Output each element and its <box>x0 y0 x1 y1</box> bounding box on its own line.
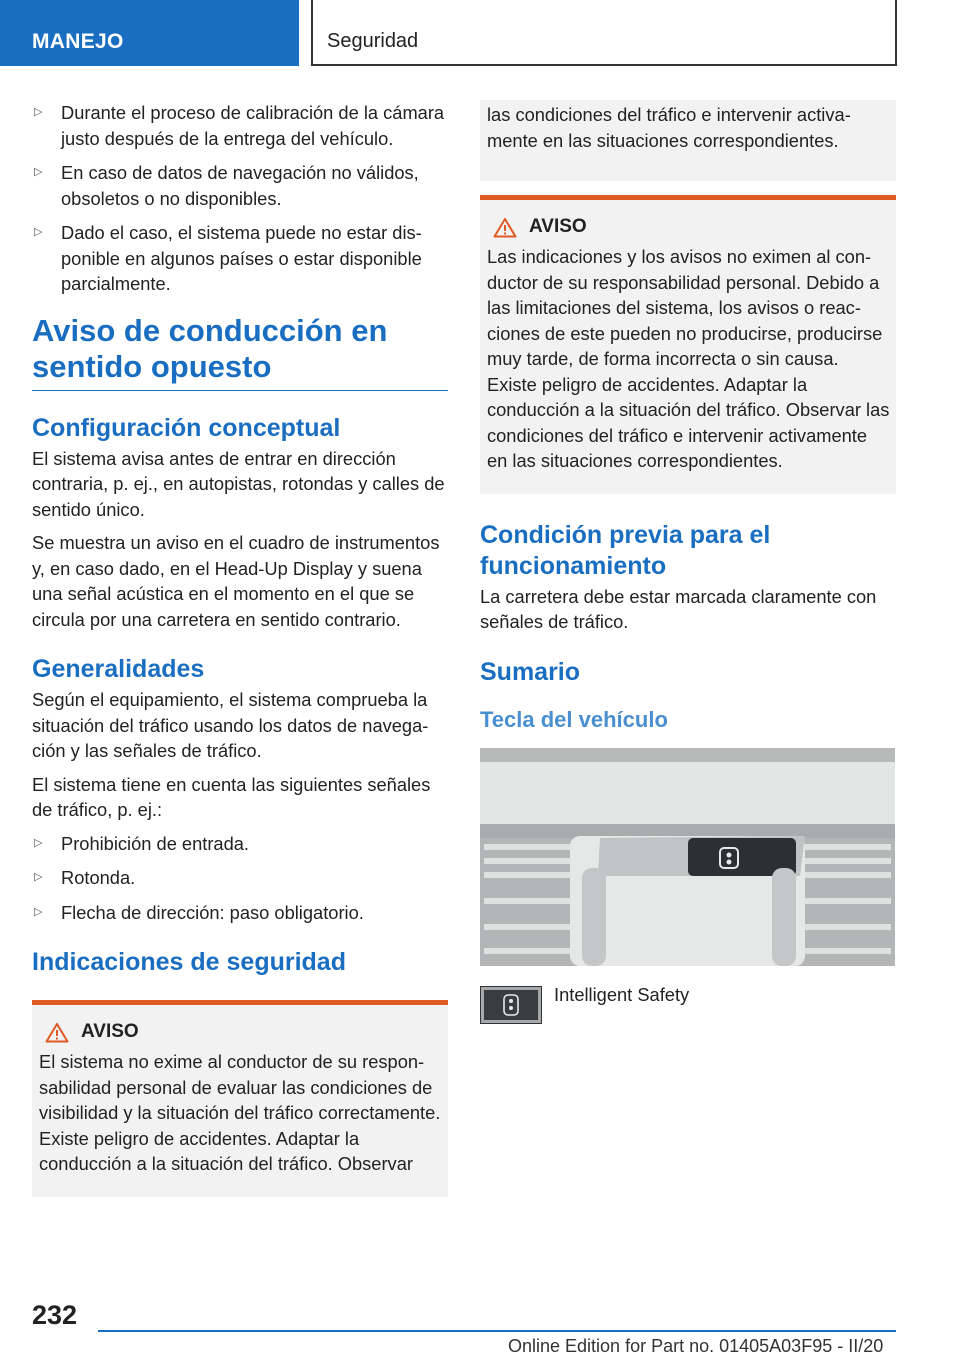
warning-box <box>480 195 896 494</box>
dashboard-photo <box>480 748 895 966</box>
section-tab <box>0 0 299 66</box>
heading-concept: Configuración conceptual <box>32 413 341 442</box>
triangle-bullet-icon: ▷ <box>34 166 43 178</box>
page-number: 232 <box>32 1300 78 1330</box>
footer-edition: Online Edition for Part no. 01405A03F95 - II/20 <box>508 1336 884 1356</box>
warning-title: AVISO <box>487 216 890 238</box>
key-row <box>480 983 896 1024</box>
section-label: MANEJO <box>32 30 124 53</box>
list-item: ▷ Dado el caso, el sistema puede no estar disponible en algunos países o estar disponible parcialmente. <box>34 222 422 294</box>
heading-summary: Sumario <box>480 657 581 686</box>
footer-divider <box>98 1330 896 1332</box>
list-item: ▷ Flecha de dirección: paso obligatorio. <box>32 900 448 926</box>
warning-text: las condiciones del tráfico e intervenir activamente en las situaciones correspondientes. <box>487 104 851 151</box>
triangle-bullet-icon: ▷ <box>34 871 43 883</box>
triangle-bullet-icon: ▷ <box>34 836 43 849</box>
paragraph: Según el equipamiento, el sistema comprueba la situación del tráfico usando los datos de navegación y las señales de tráfico. <box>32 689 429 761</box>
bullet-list-signs <box>32 831 448 926</box>
heading-safety: Indicaciones de seguridad <box>32 948 346 976</box>
paragraph: Se muestra un aviso en el cuadro de instrumentos y, en caso dado, en el Head-Up Display y suena una señal acústica en el momento en el que se circula por una carretera en sentido contrario. <box>32 532 440 630</box>
heading-vehicle-key: Tecla del vehículo <box>480 706 668 732</box>
triangle-bullet-icon: ▷ <box>34 905 43 918</box>
warning-text: Las indicaciones y los avisos no eximen al conductor de su responsabilidad personal. Debido a las limitaciones del sistema, los avisos o reacciones de este pueden no producirse, producirse muy tarde, de forma incorrecta o sin causa. Existe peligro de accidentes. Adaptar la conducción a la situación del tráfico. Observar las condiciones del tráfico e intervenir activamente en las situaciones correspondientes. <box>487 246 890 471</box>
paragraph: La carretera debe estar marcada claramente con señales de tráfico. <box>480 585 877 632</box>
heading-precondition: Condición previa para el funcionamiento <box>480 520 771 580</box>
warning-triangle-icon <box>45 1022 69 1043</box>
warning-triangle-icon <box>493 217 517 238</box>
list-item: ▷ En caso de datos de navegación no válidos, obsoletos o no disponibles. <box>34 162 419 209</box>
warning-text: El sistema no exime al conductor de su responsabilidad personal de evaluar las condiciones de visibilidad y la situación del tráfico correctamente. Existe peligro de accidentes. Adaptar la conducción a la situación del tráfico. Observar <box>39 1051 441 1174</box>
key-label: Intelligent Safety <box>554 983 690 1005</box>
intelligent-safety-icon <box>480 986 542 1024</box>
paragraph: El sistema avisa antes de entrar en dirección contraria, p. ej., en autopistas, rotondas y calles de sentido único. <box>32 447 445 520</box>
warning-box-continued <box>480 100 896 181</box>
section-title: Aviso de conducción en sentido opuesto <box>32 313 448 391</box>
list-item: ▷ Rotonda. <box>32 865 448 891</box>
list-item: ▷ Durante el proceso de calibración de la cámara justo después de la entrega del vehículo. <box>34 102 445 149</box>
heading-general: Generalidades <box>32 655 205 683</box>
right-column <box>480 100 896 1024</box>
chapter-header <box>311 0 897 66</box>
bullet-list-top <box>32 100 448 297</box>
warning-box <box>32 1000 448 1197</box>
left-column <box>32 100 448 1197</box>
chapter-label: Seguridad <box>327 30 419 52</box>
list-item: ▷ Prohibición de entrada. <box>32 831 448 857</box>
warning-title: AVISO <box>39 1021 442 1043</box>
triangle-bullet-icon: ▷ <box>34 226 43 238</box>
paragraph: El sistema tiene en cuenta las siguientes señales de tráfico, p. ej.: <box>32 773 431 820</box>
triangle-bullet-icon: ▷ <box>34 106 43 118</box>
